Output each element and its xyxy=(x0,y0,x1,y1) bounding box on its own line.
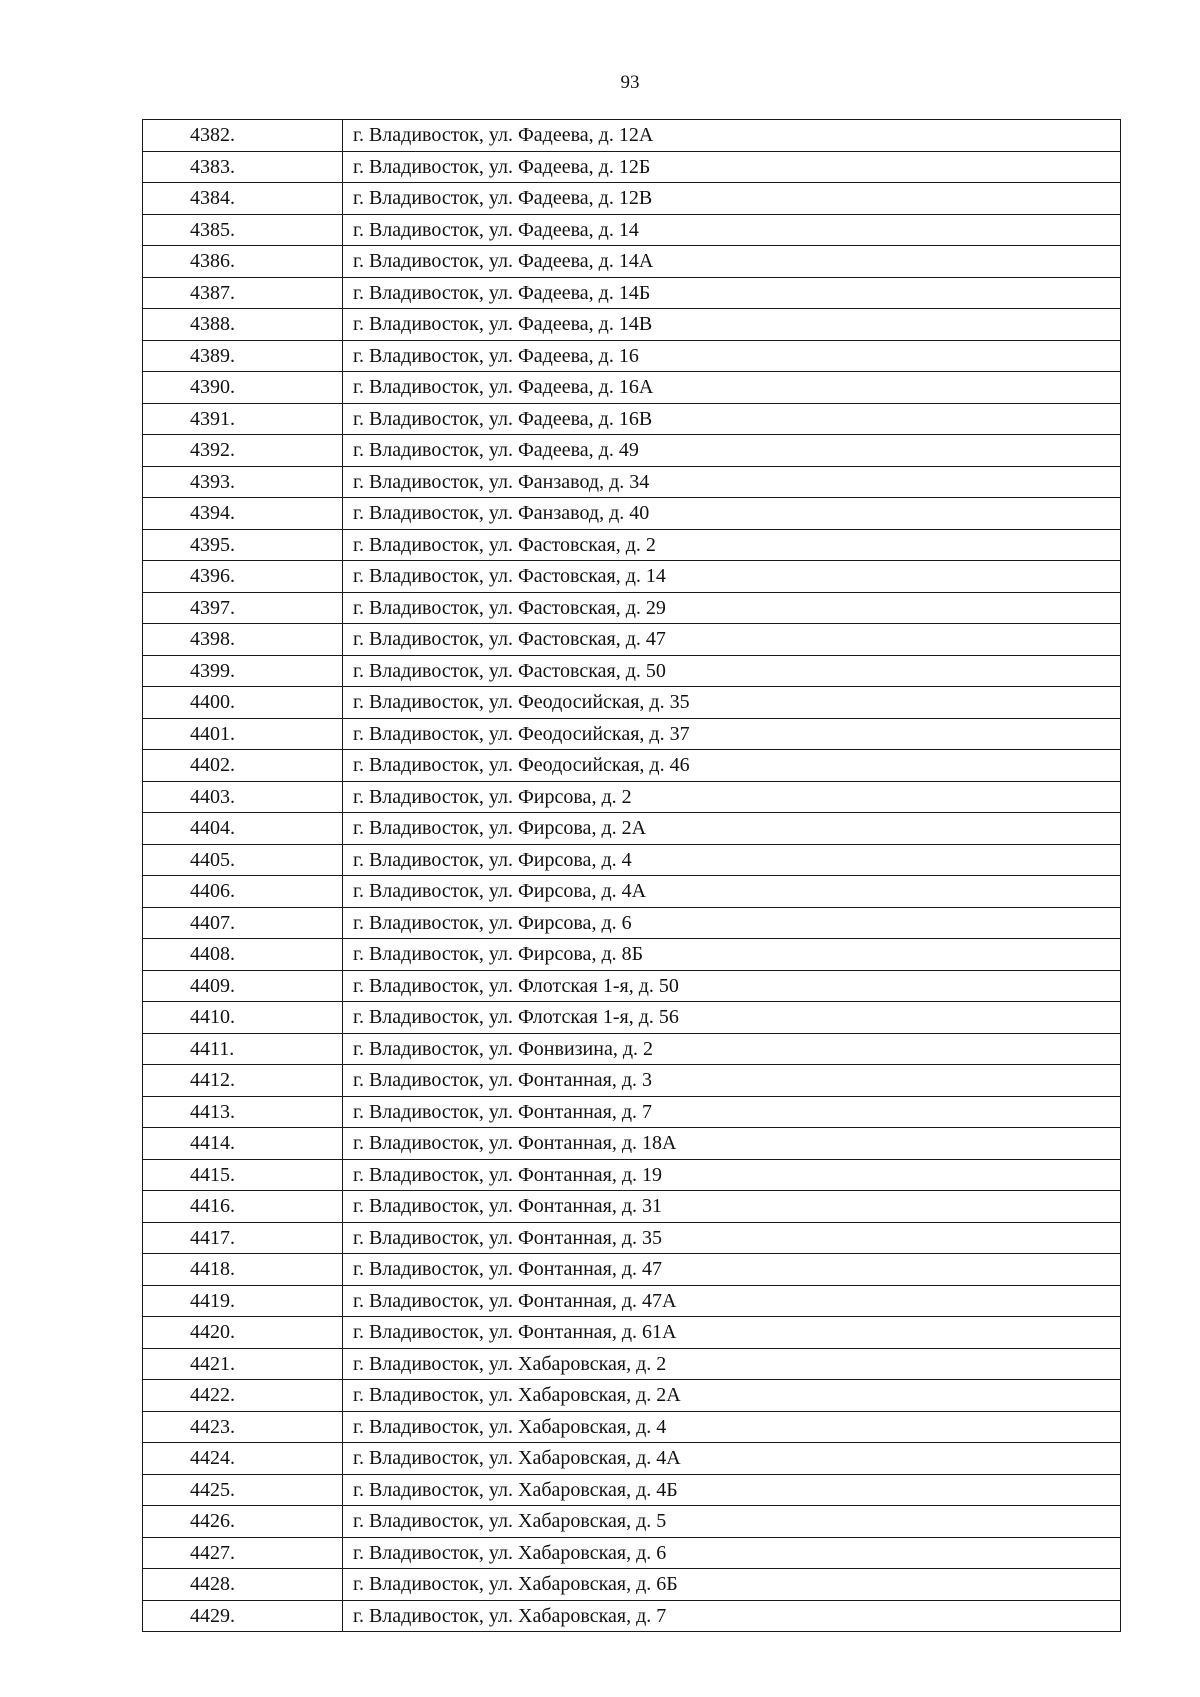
address-cell: г. Владивосток, ул. Хабаровская, д. 7 xyxy=(343,1600,1121,1632)
table-row xyxy=(143,907,1121,939)
row-number-cell: 4406. xyxy=(143,876,343,908)
address-table-body xyxy=(143,120,1121,1632)
table-row xyxy=(143,1254,1121,1286)
row-number-cell: 4401. xyxy=(143,718,343,750)
address-cell: г. Владивосток, ул. Фирсова, д. 6 xyxy=(343,907,1121,939)
row-number-cell: 4423. xyxy=(143,1411,343,1443)
row-number-cell: 4429. xyxy=(143,1600,343,1632)
address-cell: г. Владивосток, ул. Феодосийская, д. 37 xyxy=(343,718,1121,750)
row-number-cell: 4424. xyxy=(143,1443,343,1475)
table-row xyxy=(143,561,1121,593)
address-cell: г. Владивосток, ул. Фонтанная, д. 19 xyxy=(343,1159,1121,1191)
row-number-cell: 4388. xyxy=(143,309,343,341)
table-row xyxy=(143,1569,1121,1601)
table-row xyxy=(143,624,1121,656)
row-number-cell: 4399. xyxy=(143,655,343,687)
table-row xyxy=(143,1159,1121,1191)
table-row xyxy=(143,1411,1121,1443)
address-cell: г. Владивосток, ул. Фадеева, д. 12Б xyxy=(343,151,1121,183)
address-cell: г. Владивосток, ул. Хабаровская, д. 2 xyxy=(343,1348,1121,1380)
address-cell: г. Владивосток, ул. Фадеева, д. 14А xyxy=(343,246,1121,278)
table-row xyxy=(143,529,1121,561)
table-row xyxy=(143,372,1121,404)
address-cell: г. Владивосток, ул. Хабаровская, д. 5 xyxy=(343,1506,1121,1538)
table-row xyxy=(143,876,1121,908)
table-row xyxy=(143,1506,1121,1538)
row-number-cell: 4428. xyxy=(143,1569,343,1601)
table-row xyxy=(143,1348,1121,1380)
row-number-cell: 4410. xyxy=(143,1002,343,1034)
address-cell: г. Владивосток, ул. Фадеева, д. 14Б xyxy=(343,277,1121,309)
row-number-cell: 4398. xyxy=(143,624,343,656)
row-number-cell: 4411. xyxy=(143,1033,343,1065)
table-row xyxy=(143,120,1121,152)
address-cell: г. Владивосток, ул. Фонтанная, д. 47 xyxy=(343,1254,1121,1286)
table-row xyxy=(143,1600,1121,1632)
address-cell: г. Владивосток, ул. Флотская 1-я, д. 50 xyxy=(343,970,1121,1002)
row-number-cell: 4404. xyxy=(143,813,343,845)
table-row xyxy=(143,340,1121,372)
row-number-cell: 4420. xyxy=(143,1317,343,1349)
table-row xyxy=(143,687,1121,719)
table-row xyxy=(143,1096,1121,1128)
row-number-cell: 4396. xyxy=(143,561,343,593)
row-number-cell: 4408. xyxy=(143,939,343,971)
row-number-cell: 4422. xyxy=(143,1380,343,1412)
address-cell: г. Владивосток, ул. Фастовская, д. 2 xyxy=(343,529,1121,561)
address-cell: г. Владивосток, ул. Фадеева, д. 49 xyxy=(343,435,1121,467)
address-cell: г. Владивосток, ул. Феодосийская, д. 35 xyxy=(343,687,1121,719)
address-cell: г. Владивосток, ул. Фастовская, д. 14 xyxy=(343,561,1121,593)
address-cell: г. Владивосток, ул. Феодосийская, д. 46 xyxy=(343,750,1121,782)
address-cell: г. Владивосток, ул. Хабаровская, д. 4А xyxy=(343,1443,1121,1475)
table-row xyxy=(143,1474,1121,1506)
row-number-cell: 4383. xyxy=(143,151,343,183)
table-row xyxy=(143,309,1121,341)
address-cell: г. Владивосток, ул. Фонтанная, д. 61А xyxy=(343,1317,1121,1349)
address-cell: г. Владивосток, ул. Фонтанная, д. 31 xyxy=(343,1191,1121,1223)
row-number-cell: 4417. xyxy=(143,1222,343,1254)
row-number-cell: 4391. xyxy=(143,403,343,435)
table-row xyxy=(143,151,1121,183)
address-cell: г. Владивосток, ул. Хабаровская, д. 2А xyxy=(343,1380,1121,1412)
row-number-cell: 4415. xyxy=(143,1159,343,1191)
row-number-cell: 4416. xyxy=(143,1191,343,1223)
address-cell: г. Владивосток, ул. Фадеева, д. 14В xyxy=(343,309,1121,341)
address-cell: г. Владивосток, ул. Фирсова, д. 4 xyxy=(343,844,1121,876)
table-row xyxy=(143,1537,1121,1569)
table-row xyxy=(143,750,1121,782)
address-cell: г. Владивосток, ул. Фадеева, д. 16А xyxy=(343,372,1121,404)
address-cell: г. Владивосток, ул. Флотская 1-я, д. 56 xyxy=(343,1002,1121,1034)
address-cell: г. Владивосток, ул. Фонтанная, д. 18А xyxy=(343,1128,1121,1160)
address-cell: г. Владивосток, ул. Фанзавод, д. 40 xyxy=(343,498,1121,530)
table-row xyxy=(143,1317,1121,1349)
table-row xyxy=(143,1222,1121,1254)
table-row xyxy=(143,277,1121,309)
table-row xyxy=(143,939,1121,971)
address-cell: г. Владивосток, ул. Фонтанная, д. 7 xyxy=(343,1096,1121,1128)
address-cell: г. Владивосток, ул. Фонтанная, д. 47А xyxy=(343,1285,1121,1317)
address-cell: г. Владивосток, ул. Фанзавод, д. 34 xyxy=(343,466,1121,498)
row-number-cell: 4390. xyxy=(143,372,343,404)
table-row xyxy=(143,1191,1121,1223)
table-row xyxy=(143,1128,1121,1160)
row-number-cell: 4387. xyxy=(143,277,343,309)
row-number-cell: 4384. xyxy=(143,183,343,215)
table-row xyxy=(143,466,1121,498)
address-cell: г. Владивосток, ул. Фирсова, д. 4А xyxy=(343,876,1121,908)
row-number-cell: 4389. xyxy=(143,340,343,372)
page-number: 93 xyxy=(620,72,640,93)
address-cell: г. Владивосток, ул. Фастовская, д. 29 xyxy=(343,592,1121,624)
table-row xyxy=(143,246,1121,278)
address-cell: г. Владивосток, ул. Фонтанная, д. 3 xyxy=(343,1065,1121,1097)
address-cell: г. Владивосток, ул. Фирсова, д. 2 xyxy=(343,781,1121,813)
address-cell: г. Владивосток, ул. Фастовская, д. 47 xyxy=(343,624,1121,656)
table-row xyxy=(143,1065,1121,1097)
row-number-cell: 4412. xyxy=(143,1065,343,1097)
address-cell: г. Владивосток, ул. Хабаровская, д. 6 xyxy=(343,1537,1121,1569)
row-number-cell: 4407. xyxy=(143,907,343,939)
address-cell: г. Владивосток, ул. Фонтанная, д. 35 xyxy=(343,1222,1121,1254)
row-number-cell: 4414. xyxy=(143,1128,343,1160)
address-table xyxy=(142,119,1121,1632)
row-number-cell: 4395. xyxy=(143,529,343,561)
address-cell: г. Владивосток, ул. Хабаровская, д. 6Б xyxy=(343,1569,1121,1601)
table-row xyxy=(143,970,1121,1002)
row-number-cell: 4385. xyxy=(143,214,343,246)
row-number-cell: 4394. xyxy=(143,498,343,530)
address-cell: г. Владивосток, ул. Фирсова, д. 2А xyxy=(343,813,1121,845)
row-number-cell: 4393. xyxy=(143,466,343,498)
row-number-cell: 4405. xyxy=(143,844,343,876)
table-row xyxy=(143,781,1121,813)
address-cell: г. Владивосток, ул. Фирсова, д. 8Б xyxy=(343,939,1121,971)
address-cell: г. Владивосток, ул. Фонвизина, д. 2 xyxy=(343,1033,1121,1065)
address-cell: г. Владивосток, ул. Хабаровская, д. 4Б xyxy=(343,1474,1121,1506)
table-row xyxy=(143,844,1121,876)
address-cell: г. Владивосток, ул. Фадеева, д. 16 xyxy=(343,340,1121,372)
table-row xyxy=(143,435,1121,467)
table-row xyxy=(143,1285,1121,1317)
row-number-cell: 4402. xyxy=(143,750,343,782)
address-cell: г. Владивосток, ул. Хабаровская, д. 4 xyxy=(343,1411,1121,1443)
address-cell: г. Владивосток, ул. Фадеева, д. 14 xyxy=(343,214,1121,246)
row-number-cell: 4382. xyxy=(143,120,343,152)
table-row xyxy=(143,592,1121,624)
row-number-cell: 4427. xyxy=(143,1537,343,1569)
table-row xyxy=(143,403,1121,435)
row-number-cell: 4419. xyxy=(143,1285,343,1317)
row-number-cell: 4392. xyxy=(143,435,343,467)
address-cell: г. Владивосток, ул. Фастовская, д. 50 xyxy=(343,655,1121,687)
table-row xyxy=(143,1443,1121,1475)
row-number-cell: 4426. xyxy=(143,1506,343,1538)
row-number-cell: 4397. xyxy=(143,592,343,624)
address-cell: г. Владивосток, ул. Фадеева, д. 12А xyxy=(343,120,1121,152)
table-row xyxy=(143,214,1121,246)
row-number-cell: 4418. xyxy=(143,1254,343,1286)
table-row xyxy=(143,1033,1121,1065)
row-number-cell: 4409. xyxy=(143,970,343,1002)
table-row xyxy=(143,498,1121,530)
table-row xyxy=(143,1002,1121,1034)
row-number-cell: 4425. xyxy=(143,1474,343,1506)
row-number-cell: 4403. xyxy=(143,781,343,813)
table-row xyxy=(143,813,1121,845)
address-cell: г. Владивосток, ул. Фадеева, д. 12В xyxy=(343,183,1121,215)
address-cell: г. Владивосток, ул. Фадеева, д. 16В xyxy=(343,403,1121,435)
table-row xyxy=(143,655,1121,687)
row-number-cell: 4386. xyxy=(143,246,343,278)
row-number-cell: 4421. xyxy=(143,1348,343,1380)
row-number-cell: 4413. xyxy=(143,1096,343,1128)
table-row xyxy=(143,1380,1121,1412)
table-row xyxy=(143,183,1121,215)
row-number-cell: 4400. xyxy=(143,687,343,719)
table-row xyxy=(143,718,1121,750)
